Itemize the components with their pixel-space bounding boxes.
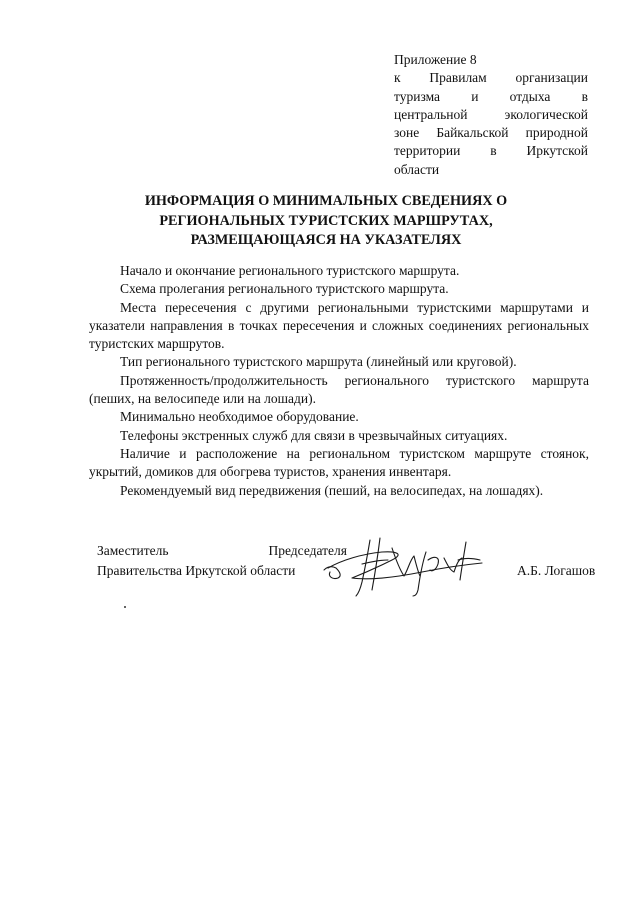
- appendix-header: [394, 51, 588, 179]
- body-item: Места пересечения с другими региональными туристскими маршрутами и указатели направления в точках пересечения и сложных соединениях региональных туристских маршрутов.: [89, 299, 589, 352]
- body-item: Рекомендуемый вид передвижения (пеший, на велосипедах, на лошадях).: [120, 482, 544, 498]
- appendix-line: туризма и отдыха в: [394, 88, 588, 104]
- body-item: Наличие и расположение на региональном туристском маршруте стоянок, укрытий, домиков для обогрева туристов, хранения инвентаря.: [89, 445, 589, 480]
- appendix-line: области: [394, 161, 440, 177]
- body-item: Минимально необходимое оборудование.: [120, 409, 359, 425]
- body-item: Тип регионального туристского маршрута (линейный или круговой).: [120, 354, 517, 370]
- appendix-line: зоне Байкальской природной: [394, 125, 588, 141]
- appendix-line: территории в Иркутской: [394, 143, 588, 159]
- handwritten-signature: [322, 530, 492, 600]
- signatory-position: [97, 541, 347, 580]
- body-item: Протяженность/продолжительность регионального туристского маршрута (пеших, на велосипеде или на лошади).: [89, 372, 589, 407]
- document-body: [89, 262, 589, 500]
- position-word: Заместитель: [97, 543, 169, 558]
- appendix-line: центральной экологической: [394, 106, 588, 122]
- document-title: [100, 192, 552, 251]
- body-item: Телефоны экстренных служб для связи в чрезвычайных ситуациях.: [120, 427, 508, 443]
- position-word: Председателя: [268, 543, 347, 558]
- title-line: РАЗМЕЩАЮЩАЯСЯ НА УКАЗАТЕЛЯХ: [190, 232, 462, 248]
- appendix-line: к Правилам организации: [394, 70, 588, 86]
- signatory-name: А.Б. Логашов: [517, 563, 596, 578]
- stray-dot: [124, 606, 126, 608]
- position-line: Правительства Иркутской области: [97, 562, 296, 578]
- title-line: ИНФОРМАЦИЯ О МИНИМАЛЬНЫХ СВЕДЕНИЯХ О: [144, 193, 508, 209]
- body-item: Схема пролегания регионального туристского маршрута.: [120, 281, 449, 297]
- title-line: РЕГИОНАЛЬНЫХ ТУРИСТСКИХ МАРШРУТАХ,: [159, 212, 493, 229]
- appendix-number: Приложение 8: [394, 52, 477, 67]
- body-item: Начало и окончание регионального туристского маршрута.: [120, 263, 460, 278]
